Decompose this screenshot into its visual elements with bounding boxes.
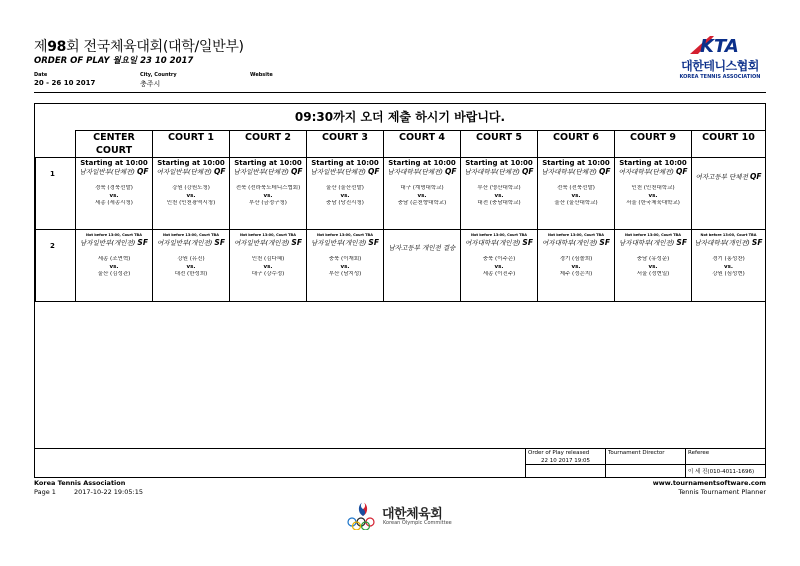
start-time: Starting at 10:00: [311, 159, 379, 167]
player-1: 충북 (이재회): [328, 256, 362, 262]
director-label: Tournament Director: [608, 450, 665, 456]
released-label: Order of Play released: [528, 450, 590, 456]
player-1: 충북 (이주은): [482, 256, 516, 262]
player-1: 충남 (유성운): [636, 256, 670, 262]
page-number: Page 1: [34, 488, 56, 496]
court-header: COURT 9: [615, 131, 692, 158]
page-subtitle: ORDER OF PLAY 월요일 23 10 2017: [34, 56, 194, 66]
website-label: Website: [250, 72, 273, 78]
match-row: [36, 230, 766, 302]
event-name: 남자일반부(개인전) SF: [311, 238, 379, 247]
round-label: QF: [136, 167, 149, 176]
event-name: 여자일반부(개인전) SF: [157, 238, 225, 247]
kta-mark-text: KTA: [700, 36, 739, 56]
page-info: [34, 488, 161, 496]
court-header: COURT 1: [153, 131, 230, 158]
event-name: 여자일반부(개인전) SF: [234, 238, 302, 247]
court-header: COURT 3: [307, 131, 384, 158]
round-label: SF: [676, 238, 687, 247]
versus-label: vs.: [340, 263, 350, 270]
match-row: [36, 158, 766, 230]
player-2: 인천 (인천광역시청): [166, 199, 216, 206]
court-header: COURT 4: [384, 131, 461, 158]
match-cell: [692, 158, 766, 230]
row-number: 1: [36, 158, 76, 230]
match-cell: [307, 230, 384, 302]
versus-label: vs.: [340, 192, 350, 199]
round-label: QF: [213, 167, 226, 176]
meta-city: [140, 72, 177, 89]
player-1: 전북 (전북선발): [557, 185, 595, 191]
player-2: 대전 (한성희): [174, 270, 208, 277]
event-name: 남자일반부(단체전) QF: [310, 167, 380, 176]
match-cell: [76, 158, 153, 230]
match-cell: [615, 158, 692, 230]
match-cell: [461, 230, 538, 302]
title-prefix: 제: [34, 39, 48, 55]
round-label: SF: [599, 238, 610, 247]
player-2: 제주 (정은지): [559, 270, 593, 277]
event-name: 남자일반부(단체전) QF: [233, 167, 303, 176]
start-time: Starting at 10:00: [619, 159, 687, 167]
versus-label: vs.: [571, 192, 581, 199]
match-cell: [538, 230, 615, 302]
court-header-row: [36, 131, 766, 158]
court-header: COURT 10: [692, 131, 766, 158]
player-2: 부산 (남지성): [328, 270, 362, 277]
match-cell: [307, 158, 384, 230]
player-1: 강원 (강원도청): [172, 185, 210, 191]
website-link[interactable]: www.tournamentsoftware.com: [652, 479, 766, 487]
start-note: Not before 13:00, Court TBA: [240, 233, 296, 237]
start-note: Not before 13:00, Court TBA: [548, 233, 604, 237]
player-1: 경기 (홍성찬): [712, 256, 745, 262]
event-name: 남자대학부(단체전) QF: [464, 167, 534, 176]
round-label: SF: [137, 238, 148, 247]
match-cell: [76, 230, 153, 302]
title-number: 98: [47, 39, 67, 55]
koc-logo: [346, 500, 466, 532]
order-of-play-frame: [34, 103, 766, 478]
round-label: QF: [367, 167, 380, 176]
versus-label: vs.: [263, 263, 273, 270]
player-1: 경북 (경북선발): [95, 185, 133, 191]
koc-logo-korean: 대한체육회: [382, 507, 443, 522]
player-1: 대구 (계명대학교): [400, 185, 444, 191]
schedule-table: [35, 130, 766, 302]
referee-label: Referee: [688, 450, 710, 456]
corner-cell: [36, 131, 76, 158]
event-name: 남자일반부(개인전) SF: [80, 238, 148, 247]
match-cell: [230, 230, 307, 302]
court-header: COURT 2: [230, 131, 307, 158]
koc-logo-english: Korean Olympic Committee: [383, 520, 452, 526]
header-rule: [34, 92, 766, 93]
court-header: CENTER COURT: [76, 131, 153, 158]
event-name: 남자대학부(개인전) SF: [694, 238, 763, 247]
player-2: 대전 (충남대학교): [477, 199, 521, 206]
player-1: 강원 (유진): [177, 256, 205, 262]
event-name: 남자대학부(단체전) QF: [541, 167, 611, 176]
kta-logo-korean: 대한테니스협회: [681, 59, 759, 73]
player-2: 세종 (이진주): [482, 270, 516, 277]
match-cell: [538, 158, 615, 230]
round-label: SF: [751, 238, 763, 247]
versus-label: vs.: [186, 192, 196, 199]
start-time: Starting at 10:00: [80, 159, 148, 167]
start-note: Not before 13:00, Court TBA: [471, 233, 527, 237]
player-2: 강원 (심성현): [712, 270, 745, 277]
player-1: 전북 (전라북도테니스협회): [235, 185, 301, 191]
player-1: 경기 (심솔희): [559, 256, 593, 262]
match-cell: [153, 158, 230, 230]
versus-label: vs.: [494, 192, 504, 199]
start-note: Not before 13:00, Court TBA: [317, 233, 373, 237]
title-rest: 회 전국체육대회(대학/일반부): [66, 39, 244, 55]
koc-emblem-icon: [346, 500, 380, 530]
event-name: 여자대학부(단체전) QF: [618, 167, 688, 176]
player-2: 울산 (울산대학교): [554, 199, 598, 206]
player-2: 서울 (한국체육대학교): [626, 199, 680, 206]
meta-date: [34, 72, 95, 87]
match-cell: [461, 158, 538, 230]
round-label: QF: [749, 172, 762, 181]
start-time: Starting at 10:00: [465, 159, 533, 167]
player-2: 서울 (정현일): [636, 270, 670, 277]
start-note: Not before 13:00, Court TBA: [625, 233, 681, 237]
city-value: 충주시: [140, 80, 161, 88]
player-1: 울산 (울산선발): [326, 185, 364, 191]
start-time: Starting at 10:00: [542, 159, 610, 167]
start-note: Not before 13:00, Court TBA: [700, 233, 757, 237]
meta-website: [250, 72, 273, 78]
event-name: 여자대학부(개인전) SF: [542, 238, 610, 247]
event-name: 남자대학부(개인전) SF: [619, 238, 687, 247]
court-header: COURT 5: [461, 131, 538, 158]
match-cell: [153, 230, 230, 302]
kta-logo-english: KOREA TENNIS ASSOCIATION: [679, 74, 761, 80]
versus-label: vs.: [263, 192, 273, 199]
round-label: SF: [214, 238, 225, 247]
match-cell: [384, 158, 461, 230]
match-cell: [615, 230, 692, 302]
round-label: QF: [521, 167, 534, 176]
round-label: QF: [444, 167, 457, 176]
page-title: [34, 36, 244, 56]
round-label: QF: [598, 167, 611, 176]
player-2: 충남 (당진시청): [326, 199, 364, 206]
versus-label: vs.: [724, 263, 733, 270]
software-name: Tennis Tournament Planner: [678, 488, 766, 496]
round-label: QF: [675, 167, 688, 176]
match-cell: [230, 158, 307, 230]
start-time: Starting at 10:00: [388, 159, 456, 167]
printed-timestamp: 2017-10-22 19:05:15: [73, 488, 143, 496]
event-name: 여자고등부 단체전 QF: [695, 172, 762, 181]
city-label: City, Country: [140, 72, 177, 78]
versus-label: vs.: [648, 192, 658, 199]
start-time: Starting at 10:00: [157, 159, 225, 167]
start-time: Starting at 10:00: [234, 159, 302, 167]
versus-label: vs.: [186, 263, 196, 270]
player-2: 대구 (강수정): [251, 270, 285, 277]
round-label: SF: [368, 238, 379, 247]
event-name: 여자대학부(개인전) SF: [465, 238, 533, 247]
referee-value: 이 세 진(010-4011-1696): [688, 469, 755, 475]
versus-label: vs.: [571, 263, 581, 270]
round-label: QF: [290, 167, 303, 176]
submission-notice: 09:30까지 오더 제출 하시기 바랍니다.: [294, 110, 506, 124]
released-value: 22 10 2017 19:05: [540, 458, 591, 464]
event-name: 남자대학부(단체전) QF: [387, 167, 457, 176]
versus-label: vs.: [494, 263, 504, 270]
player-2: 울산 (김성관): [97, 270, 131, 277]
match-cell: [692, 230, 766, 302]
release-footer: [35, 422, 765, 477]
player-2: 세종 (세종시청): [95, 199, 133, 206]
match-cell: [384, 230, 461, 302]
kta-logo: [670, 34, 770, 84]
player-1: 인천 (김다혜): [251, 256, 285, 262]
versus-label: vs.: [417, 192, 427, 199]
event-name: 남자일반부(단체전) QF: [79, 167, 149, 176]
player-2: 부산 (금정구청): [249, 199, 287, 206]
event-name: 여자일반부(단체전) QF: [156, 167, 226, 176]
versus-label: vs.: [648, 263, 658, 270]
player-1: 세종 (조연혁): [97, 256, 131, 262]
start-note: Not before 13:00, Court TBA: [163, 233, 219, 237]
date-label: Date: [34, 72, 48, 78]
court-header: COURT 6: [538, 131, 615, 158]
kta-logo-mark: [684, 34, 764, 56]
player-1: 부산 (영산대학교): [477, 185, 521, 191]
event-name: 남자고등부 개인전 결승: [388, 244, 456, 252]
round-label: SF: [522, 238, 533, 247]
player-1: 인천 (인천대학교): [631, 185, 675, 191]
round-label: SF: [291, 238, 302, 247]
date-value: 20 - 26 10 2017: [34, 79, 96, 87]
versus-label: vs.: [109, 263, 119, 270]
organization-name: Korea Tennis Association: [34, 479, 126, 487]
versus-label: vs.: [109, 192, 119, 199]
start-note: Not before 13:00, Court TBA: [86, 233, 142, 237]
row-number: 2: [36, 230, 76, 302]
player-2: 충남 (순천향대학교): [397, 199, 447, 206]
